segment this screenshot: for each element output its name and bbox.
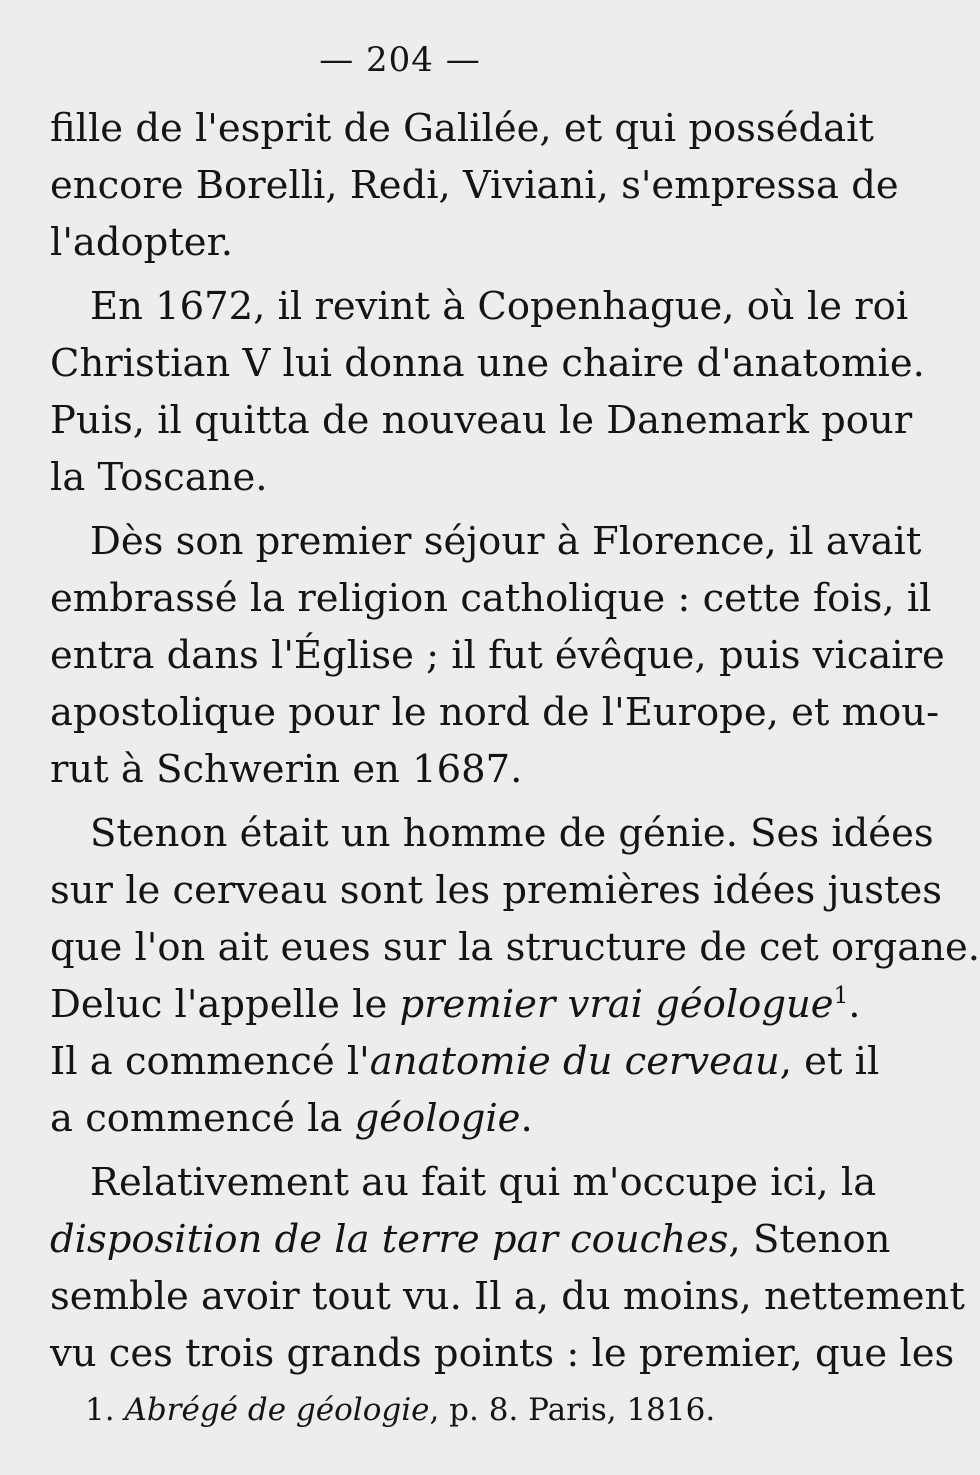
footnote-marker: 1 [833, 983, 849, 1010]
text-line: embrassé la religion catholique : cette fois, il [50, 576, 932, 621]
text-line: sur le cerveau sont les premières idées justes [50, 868, 942, 913]
text-line: que l'on ait eues sur la structure de cet organe. [50, 925, 980, 970]
text-line: encore Borelli, Redi, Viviani, s'empressa de [50, 163, 899, 208]
italic-phrase: disposition de la terre par couches [50, 1217, 729, 1262]
footnote-number: 1. [85, 1392, 115, 1428]
text-line: Relativement au fait qui m'occupe ici, la [90, 1160, 877, 1205]
italic-phrase: premier vrai géologue [399, 982, 834, 1027]
footnote-title: Abrégé de géologie [124, 1392, 430, 1428]
text-line: rut à Schwerin en 1687. [50, 747, 523, 792]
text-line: apostolique pour le nord de l'Europe, et mou- [50, 690, 940, 735]
footnote-reference: , p. 8. Paris, 1816. [429, 1392, 716, 1428]
text-line: Stenon était un homme de génie. Ses idées [90, 811, 934, 856]
text-line: Puis, il quitta de nouveau le Danemark pour [50, 398, 913, 443]
body-text [50, 100, 980, 1382]
text-line: semble avoir tout vu. Il a, du moins, nettement [50, 1274, 965, 1319]
text-line: Christian V lui donna une chaire d'anatomie. [50, 341, 925, 386]
text-line: l'adopter. [50, 220, 233, 265]
text-line: vu ces trois grands points : le premier, que les [50, 1331, 955, 1376]
text-line: disposition de la terre par couches, Stenon [50, 1217, 891, 1262]
text-line: Deluc l'appelle le premier vrai géologue$^1$. [50, 982, 861, 1027]
italic-phrase: géologie [354, 1096, 521, 1141]
text-line: a commencé la géologie. [50, 1096, 533, 1141]
text-line: la Toscane. [50, 455, 268, 500]
text-line: entra dans l'Église ; il fut évêque, puis vicaire [50, 633, 945, 678]
italic-phrase: anatomie du cerveau [369, 1039, 780, 1084]
text-line: fille de l'esprit de Galilée, et qui possédait [50, 106, 874, 151]
text-line: Il a commencé l'anatomie du cerveau, et il [50, 1039, 880, 1084]
text-line: Dès son premier séjour à Florence, il avait [90, 519, 922, 564]
page-number: — 204 — [319, 40, 481, 80]
footnote [85, 1390, 765, 1430]
text-line: En 1672, il revint à Copenhague, où le roi [90, 284, 909, 329]
